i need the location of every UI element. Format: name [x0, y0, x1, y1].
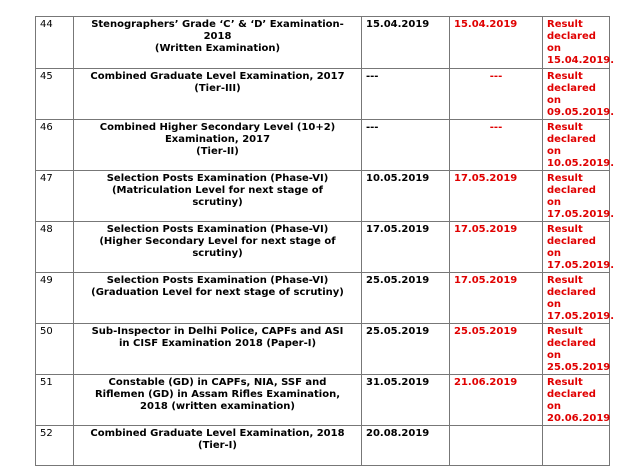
result-date: 17.05.2019 — [450, 273, 543, 324]
exam-date: 17.05.2019 — [362, 222, 450, 273]
result-date: 15.04.2019 — [450, 17, 543, 69]
table-row — [36, 426, 610, 466]
result-date: --- — [450, 120, 543, 171]
result-status: Result declared on 17.05.2019. — [543, 171, 610, 222]
exam-name: Combined Graduate Level Examination, 2017 (Tier-III) — [74, 69, 362, 120]
result-status: Result declared on 17.05.2019. — [543, 273, 610, 324]
exam-name: Sub-Inspector in Delhi Police, CAPFs and ASI in CISF Examination 2018 (Paper-I) — [74, 324, 362, 375]
exam-name: Selection Posts Examination (Phase-VI) (Higher Secondary Level for next stage of scrutiny) — [74, 222, 362, 273]
table-row — [36, 69, 610, 120]
exam-date: --- — [362, 69, 450, 120]
results-table — [35, 16, 615, 466]
exam-name: Selection Posts Examination (Phase-VI) (Graduation Level for next stage of scrutiny) — [74, 273, 362, 324]
serial-number: 50 — [36, 324, 74, 375]
result-status: Result declared on 25.05.2019 — [543, 324, 610, 375]
table-row — [36, 17, 610, 69]
result-status: Result declared on 09.05.2019. — [543, 69, 610, 120]
result-status: Result declared on 17.05.2019. — [543, 222, 610, 273]
result-date: --- — [450, 69, 543, 120]
serial-number: 47 — [36, 171, 74, 222]
exam-name: Selection Posts Examination (Phase-VI) (Matriculation Level for next stage of scrutiny) — [74, 171, 362, 222]
table-row — [36, 222, 610, 273]
table-row — [36, 324, 610, 375]
exam-date: 25.05.2019 — [362, 273, 450, 324]
result-status: Result declared on 20.06.2019 — [543, 375, 610, 426]
serial-number: 48 — [36, 222, 74, 273]
result-date: 21.06.2019 — [450, 375, 543, 426]
serial-number: 49 — [36, 273, 74, 324]
result-status — [543, 426, 610, 466]
exam-name: Combined Higher Secondary Level (10+2) Examination, 2017 (Tier-II) — [74, 120, 362, 171]
exam-name: Stenographers’ Grade ‘C’ & ‘D’ Examination- 2018 (Written Examination) — [74, 17, 362, 69]
serial-number: 51 — [36, 375, 74, 426]
exam-name: Constable (GD) in CAPFs, NIA, SSF and Riflemen (GD) in Assam Rifles Examination, 2018 (written examination) — [74, 375, 362, 426]
result-date: 17.05.2019 — [450, 171, 543, 222]
result-date: 17.05.2019 — [450, 222, 543, 273]
exam-name: Combined Graduate Level Examination, 2018 (Tier-I) — [74, 426, 362, 466]
exam-date: --- — [362, 120, 450, 171]
serial-number: 44 — [36, 17, 74, 69]
table-row — [36, 171, 610, 222]
exam-date: 31.05.2019 — [362, 375, 450, 426]
serial-number: 52 — [36, 426, 74, 466]
table-row — [36, 273, 610, 324]
exam-date: 15.04.2019 — [362, 17, 450, 69]
result-status: Result declared on 15.04.2019. — [543, 17, 610, 69]
exam-date: 10.05.2019 — [362, 171, 450, 222]
result-date: 25.05.2019 — [450, 324, 543, 375]
result-status: Result declared on 10.05.2019. — [543, 120, 610, 171]
table-row — [36, 375, 610, 426]
exam-date: 20.08.2019 — [362, 426, 450, 466]
table-row — [36, 120, 610, 171]
result-date — [450, 426, 543, 466]
serial-number: 46 — [36, 120, 74, 171]
exam-date: 25.05.2019 — [362, 324, 450, 375]
serial-number: 45 — [36, 69, 74, 120]
